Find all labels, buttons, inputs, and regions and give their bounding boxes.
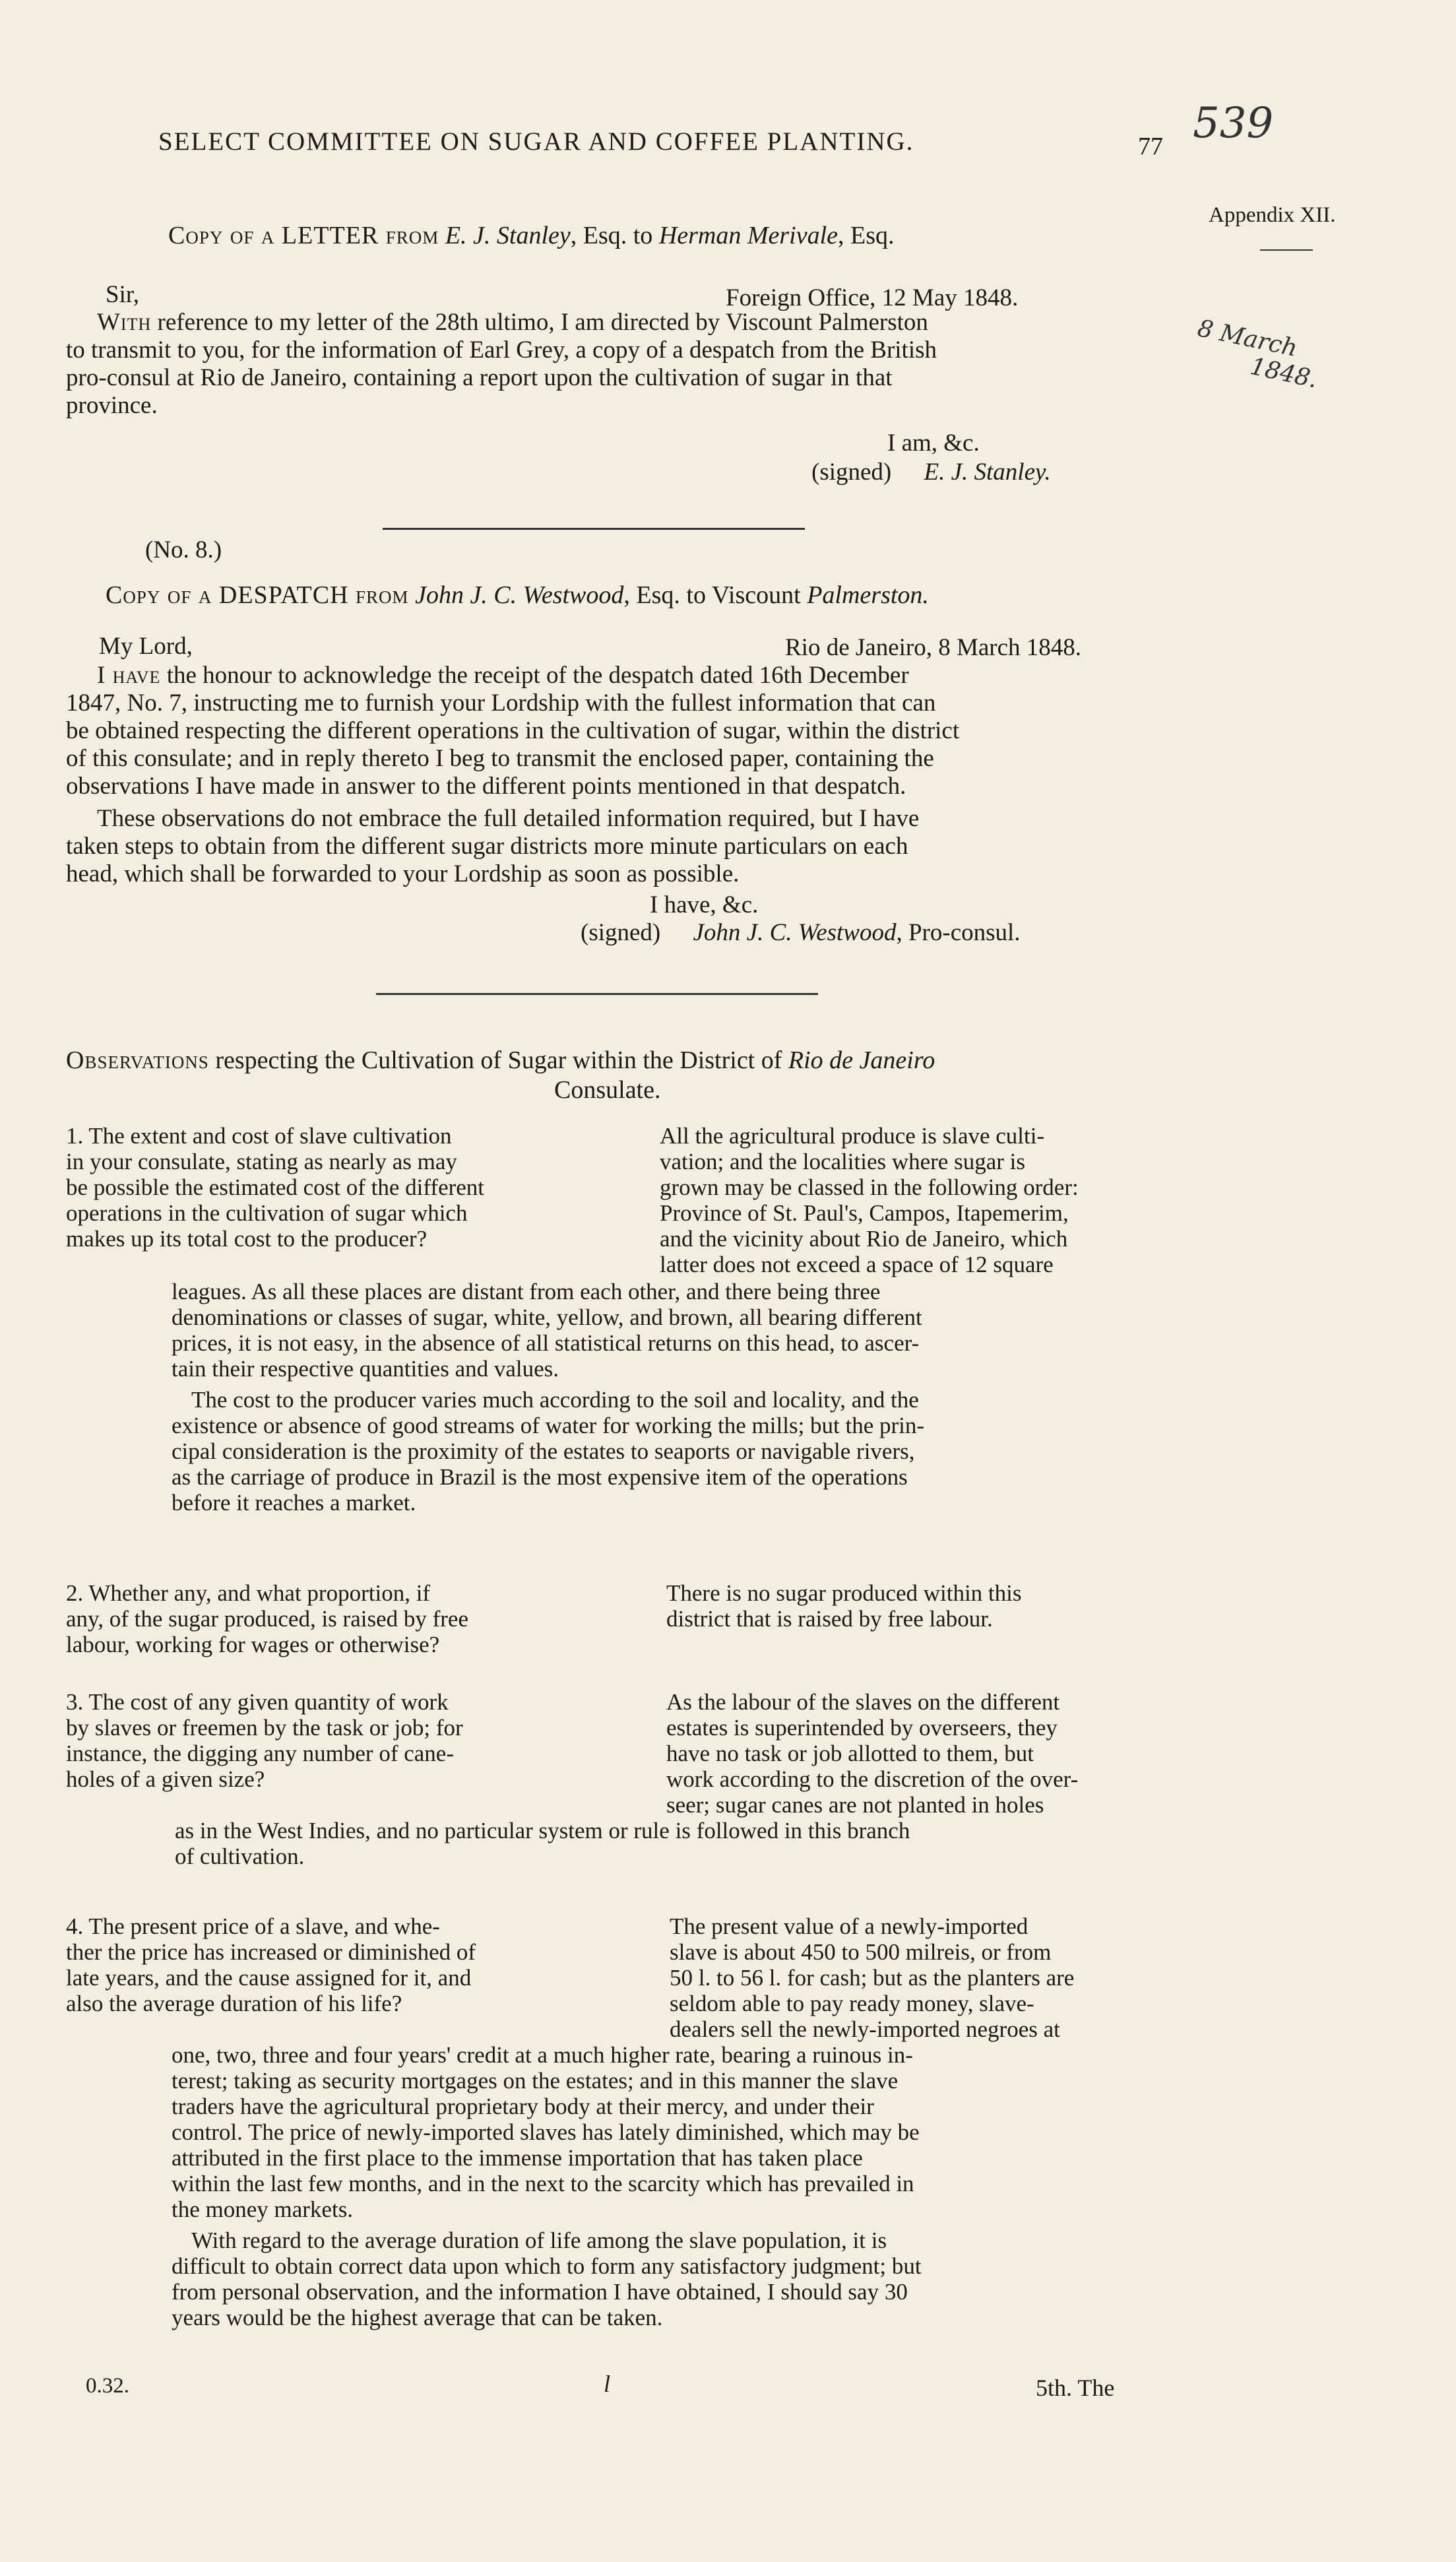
observations-heading-place: Rio de Janeiro — [788, 1046, 935, 1074]
despatch-signature: John J. C. Westwood — [693, 919, 897, 946]
despatch-signature-line — [581, 918, 1021, 947]
observations-heading-rest: respecting the Cultivation of Sugar within the District of — [208, 1046, 788, 1074]
appendix-marker: Appendix XII. — [1209, 203, 1336, 227]
despatch-body-line: taken steps to obtain from the different sugar districts more minute particulars on each — [66, 833, 908, 860]
letter-body-line: to transmit to you, for the information of Earl Grey, a copy of a despatch from the British — [66, 336, 937, 364]
despatch-body-line: observations I have made in answer to the different points mentioned in that despatch. — [66, 773, 906, 800]
despatch-to: Palmerston. — [807, 581, 929, 609]
letter-to: Herman Merivale — [658, 222, 839, 249]
question-line: 3. The cost of any given quantity of work — [66, 1689, 449, 1715]
handwritten-date — [1189, 315, 1325, 393]
letter-place-date: Foreign Office, 12 May 1848. — [726, 284, 1019, 311]
question-line: labour, working for wages or otherwise? — [66, 1632, 440, 1657]
answer-line: from personal observation, and the information I have obtained, I should say 30 — [172, 2279, 908, 2305]
question-line: operations in the cultivation of sugar which — [66, 1200, 468, 1226]
despatch-salutation: My Lord, — [99, 633, 193, 660]
answer-line: seer; sugar canes are not planted in holes — [666, 1792, 1044, 1818]
observations-heading-first: Observations — [66, 1046, 209, 1074]
footer-signature-mark: l — [604, 2371, 611, 2397]
answer-4-full — [172, 2042, 922, 2330]
letter-signature-line — [811, 458, 1051, 486]
question-line: holes of a given size? — [66, 1766, 265, 1792]
observations-heading-line2: Consulate. — [554, 1076, 661, 1104]
despatch-signature-suffix: , Pro-consul. — [896, 919, 1021, 946]
question-line: late years, and the cause assigned for it, and — [66, 1965, 472, 1991]
answer-line: slave is about 450 to 500 milreis, or from — [670, 1939, 1052, 1965]
running-head: SELECT COMMITTEE ON SUGAR AND COFFEE PLANTING. — [158, 127, 914, 156]
answer-line: latter does not exceed a space of 12 square — [660, 1252, 1054, 1277]
letter-salutation: Sir, — [106, 281, 139, 308]
answer-line: work according to the discretion of the over- — [666, 1766, 1079, 1792]
letter-signature: E. J. Stanley. — [924, 459, 1051, 486]
observations-heading — [66, 1046, 935, 1075]
question-line: by slaves or freemen by the task or job; for — [66, 1715, 463, 1741]
footer-sheet-number: 0.32. — [86, 2374, 129, 2398]
despatch-heading — [106, 581, 929, 610]
despatch-body-first-word: I have — [97, 662, 161, 689]
answer-line: district that is raised by free labour. — [666, 1606, 993, 1632]
answer-line: Province of St. Paul's, Campos, Itapemerim, — [660, 1200, 1069, 1226]
letter-heading-middle: , Esq. to — [570, 222, 653, 249]
answer-3-column — [666, 1689, 1078, 1818]
answer-line: 50 l. to 56 l. for cash; but as the planters are — [670, 1965, 1075, 1991]
despatch-closing: I have, &c. — [650, 891, 759, 918]
appendix-underline — [1260, 249, 1313, 251]
question-1 — [66, 1123, 484, 1252]
despatch-body-line: head, which shall be forwarded to your Lordship as soon as possible. — [66, 860, 740, 887]
question-line: 4. The present price of a slave, and whe- — [66, 1913, 440, 1939]
handwritten-date-line2: 1848. — [1248, 352, 1320, 394]
despatch-body-line: be obtained respecting the different operations in the cultivation of sugar, within the district — [66, 717, 960, 744]
answer-line: and the vicinity about Rio de Janeiro, which — [660, 1226, 1068, 1252]
signed-label: (signed) — [811, 459, 892, 486]
answer-line: With regard to the average duration of life among the slave population, it is — [191, 2227, 887, 2253]
answer-line: denominations or classes of sugar, white, yellow, and brown, all bearing different — [172, 1304, 922, 1330]
handwritten-date-line1: 8 March — [1195, 315, 1300, 362]
answer-1-full — [172, 1279, 924, 1516]
answer-line: leagues. As all these places are distant from each other, and there being three — [172, 1279, 881, 1304]
answer-line: As the labour of the slaves on the different — [666, 1689, 1060, 1715]
answer-line: dealers sell the newly-imported negroes at — [670, 2016, 1060, 2042]
despatch-body-line: These observations do not embrace the full detailed information required, but I have — [97, 805, 920, 832]
answer-line: All the agricultural produce is slave culti- — [660, 1123, 1045, 1149]
answer-line: attributed in the first place to the immense importation that has taken place — [172, 2145, 863, 2171]
footer-catchword: 5th. The — [1036, 2375, 1115, 2401]
question-line: makes up its total cost to the producer? — [66, 1226, 427, 1252]
answer-line: the money markets. — [172, 2196, 354, 2222]
letter-body-first-word: With — [97, 309, 152, 336]
answer-line: seldom able to pay ready money, slave- — [670, 1991, 1034, 2016]
question-line: 1. The extent and cost of slave cultivation — [66, 1123, 452, 1149]
despatch-heading-middle: , Esq. to Viscount — [623, 581, 801, 609]
question-line: ther the price has increased or diminished of — [66, 1939, 476, 1965]
despatch-body-line1: the honour to acknowledge the receipt of the despatch dated 16th December — [160, 662, 909, 689]
despatch-body-line — [66, 662, 1187, 689]
answer-line: cipal consideration is the proximity of the estates to seaports or navigable rivers, — [172, 1438, 915, 1464]
letter-heading — [168, 221, 895, 250]
despatch-number: (No. 8.) — [145, 536, 222, 563]
despatch-body-line: of this consulate; and in reply thereto I beg to transmit the enclosed paper, containing the — [66, 745, 934, 772]
answer-line: grown may be classed in the following order: — [660, 1174, 1079, 1200]
answer-2-column — [666, 1580, 1022, 1632]
section-divider — [383, 528, 805, 530]
answer-line: There is no sugar produced within this — [666, 1580, 1022, 1606]
question-line: any, of the sugar produced, is raised by free — [66, 1606, 469, 1632]
answer-line: prices, it is not easy, in the absence of all statistical returns on this head, to ascer- — [172, 1330, 920, 1356]
answer-line: one, two, three and four years' credit at a much higher rate, bearing a ruinous in- — [172, 2042, 913, 2068]
letter-body-line1: reference to my letter of the 28th ultimo, I am directed by Viscount Palmerston — [151, 309, 928, 336]
answer-line: within the last few months, and in the next to the scarcity which has prevailed in — [172, 2171, 914, 2196]
handwritten-page-number: 539 — [1193, 99, 1274, 148]
answer-line: before it reaches a market. — [172, 1490, 416, 1516]
answer-3-full — [175, 1818, 910, 1869]
answer-line: estates is superintended by overseers, they — [666, 1715, 1058, 1741]
question-2 — [66, 1580, 468, 1657]
question-line: in your consulate, stating as nearly as may — [66, 1149, 457, 1174]
letter-from: E. J. Stanley — [445, 222, 571, 249]
letter-body-line: pro-consul at Rio de Janeiro, containing a report upon the cultivation of sugar in that — [66, 364, 893, 391]
despatch-body-line: 1847, No. 7, instructing me to furnish your Lordship with the fullest information that can — [66, 689, 936, 717]
question-line: be possible the estimated cost of the different — [66, 1174, 485, 1200]
question-3 — [66, 1689, 463, 1792]
despatch-heading-prefix: Copy of a DESPATCH from — [106, 581, 409, 609]
page-number: 77 — [1138, 133, 1163, 160]
letter-heading-suffix: , Esq. — [838, 222, 895, 249]
section-divider — [376, 993, 818, 995]
answer-line: tain their respective quantities and values. — [172, 1356, 559, 1382]
letter-body-line: province. — [66, 392, 158, 419]
answer-line: control. The price of newly-imported slaves has lately diminished, which may be — [172, 2119, 920, 2145]
answer-line: years would be the highest average that can be taken. — [172, 2305, 663, 2330]
answer-line: of cultivation. — [175, 1843, 305, 1869]
answer-line: as in the West Indies, and no particular system or rule is followed in this branch — [175, 1818, 910, 1843]
answer-line: The present value of a newly-imported — [670, 1913, 1029, 1939]
answer-line: have no task or job allotted to them, but — [666, 1741, 1034, 1766]
question-4 — [66, 1913, 476, 2016]
answer-line: as the carriage of produce in Brazil is the most expensive item of the operations — [172, 1464, 908, 1490]
question-line: also the average duration of his life? — [66, 1991, 402, 2016]
answer-4-column — [670, 1913, 1074, 2042]
question-line: 2. Whether any, and what proportion, if — [66, 1580, 431, 1606]
letter-body-line — [66, 309, 1187, 336]
letter-closing: I am, &c. — [887, 430, 980, 457]
despatch-place-date: Rio de Janeiro, 8 March 1848. — [785, 634, 1082, 661]
answer-line: vation; and the localities where sugar is — [660, 1149, 1026, 1174]
answer-line: existence or absence of good streams of water for working the mills; but the prin- — [172, 1413, 925, 1438]
letter-heading-prefix: Copy of a LETTER from — [168, 222, 439, 249]
signed-label: (signed) — [581, 919, 661, 946]
answer-1-column — [660, 1123, 1079, 1277]
question-line: instance, the digging any number of cane- — [66, 1741, 454, 1766]
despatch-from: John J. C. Westwood — [415, 581, 624, 609]
answer-line: terest; taking as security mortgages on the estates; and in this manner the slave — [172, 2068, 899, 2094]
answer-line: The cost to the producer varies much according to the soil and locality, and the — [191, 1387, 919, 1413]
answer-line: difficult to obtain correct data upon which to form any satisfactory judgment; but — [172, 2253, 922, 2279]
answer-line: traders have the agricultural proprietary body at their mercy, and under their — [172, 2094, 874, 2119]
